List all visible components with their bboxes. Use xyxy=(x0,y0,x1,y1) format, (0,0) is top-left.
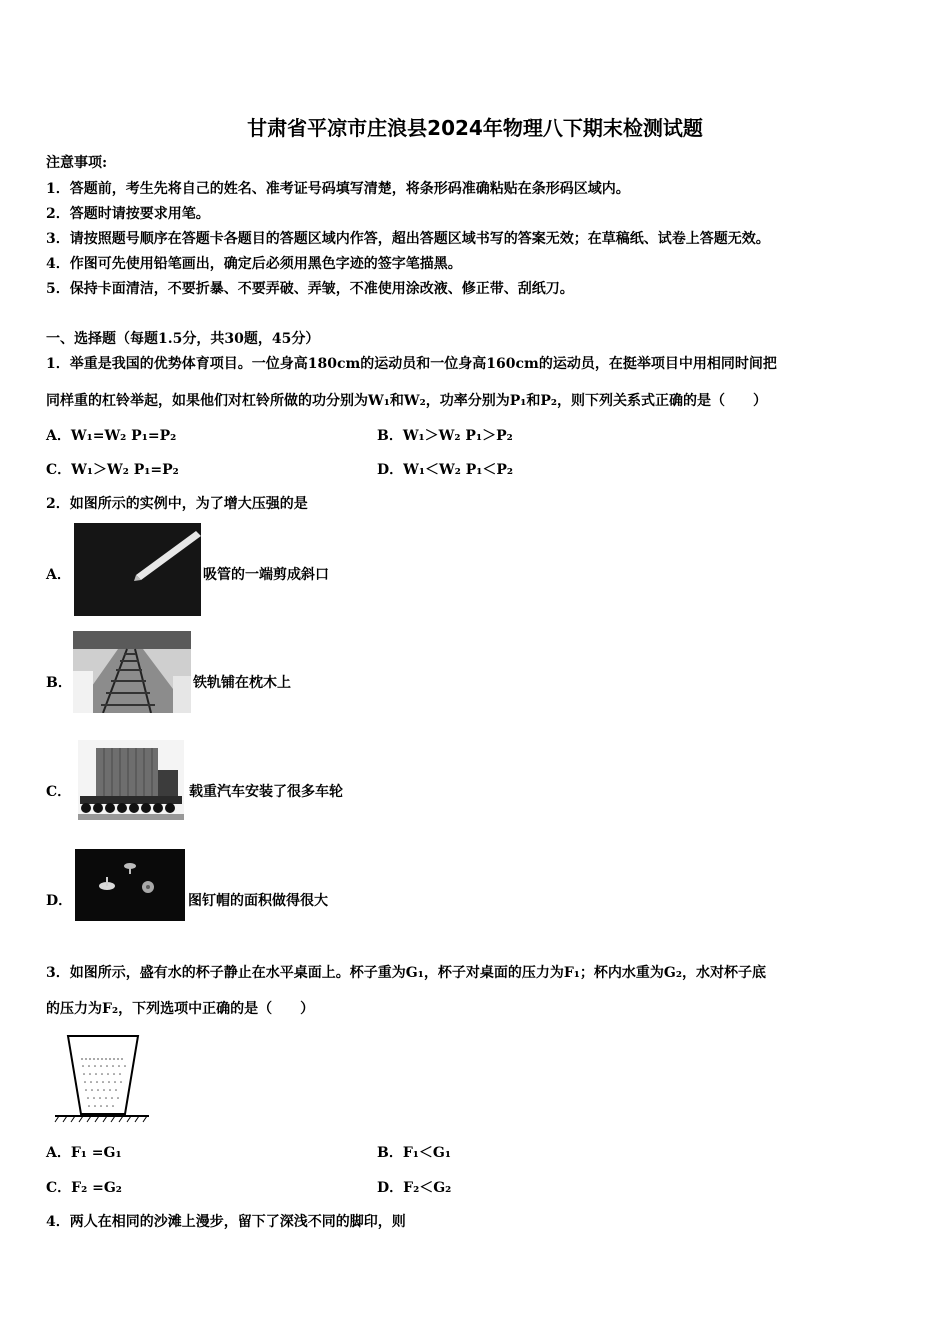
q1-option-c: C．W₁＞W₂ P₁=P₂ xyxy=(46,462,179,478)
q1-option-b: B．W₁＞W₂ P₁＞P₂ xyxy=(377,428,513,444)
q1-line1: 1．举重是我国的优势体育项目。一位身高180cm的运动员和一位身高160cm的运动员，在挺举项目中用相同时间把 xyxy=(46,356,777,372)
q2-stem: 2．如图所示的实例中，为了增大压强的是 xyxy=(46,496,308,512)
notes-item-3: 3．请按照题号顺序在答题卡各题目的答题区域内作答，超出答题区域书写的答案无效；在草稿纸、试卷上答题无效。 xyxy=(46,231,770,247)
q2-option-a-letter: A． xyxy=(46,567,71,583)
heavy-truck-photo xyxy=(78,740,184,820)
q3-option-c: C．F₂ =G₂ xyxy=(46,1180,122,1196)
q1-option-d: D．W₁＜W₂ P₁＜P₂ xyxy=(377,462,514,478)
q2-option-c-letter: C． xyxy=(46,784,72,800)
notes-item-2: 2．答题时请按要求用笔。 xyxy=(46,206,210,222)
q2-option-d-letter: D． xyxy=(46,893,73,909)
q3-option-a: A．F₁ =G₁ xyxy=(46,1145,122,1161)
section-heading: 一、选择题（每题1.5分，共30题，45分） xyxy=(46,331,320,347)
notes-heading: 注意事项: xyxy=(46,155,108,171)
q2-option-d-text: 图钉帽的面积做得很大 xyxy=(188,893,328,909)
q3-option-d: D．F₂＜G₂ xyxy=(377,1180,452,1196)
q1-option-a: A．W₁=W₂ P₁=P₂ xyxy=(46,428,177,444)
q2-option-b-text: 铁轨铺在枕木上 xyxy=(193,675,291,691)
q2-option-c-text: 载重汽车安装了很多车轮 xyxy=(189,784,343,800)
thumbtack-photo xyxy=(75,849,185,921)
q2-option-a-text: 吸管的一端剪成斜口 xyxy=(203,567,329,583)
q1-line2: 同样重的杠铃举起，如果他们对杠铃所做的功分别为W₁和W₂，功率分别为P₁和P₂，则下列关系式正确的是（ ） xyxy=(46,393,768,409)
railway-photo xyxy=(73,631,191,713)
notes-item-5: 5．保持卡面清洁，不要折暴、不要弄破、弄皱，不准使用涂改液、修正带、刮纸刀。 xyxy=(46,281,574,297)
straw-photo xyxy=(74,523,201,616)
page-title: 甘肃省平凉市庄浪县2024年物理八下期末检测试题 xyxy=(247,116,703,140)
q4-stem: 4．两人在相同的沙滩上漫步，留下了深浅不同的脚印，则 xyxy=(46,1214,406,1230)
cup-of-water-diagram xyxy=(53,1032,151,1124)
q3-option-b: B．F₁＜G₁ xyxy=(377,1145,451,1161)
q3-line2: 的压力为F₂，下列选项中正确的是（ ） xyxy=(46,1001,315,1017)
notes-item-1: 1．答题前，考生先将自己的姓名、准考证号码填写清楚，将条形码准确粘贴在条形码区域内。 xyxy=(46,181,630,197)
q3-line1: 3．如图所示，盛有水的杯子静止在水平桌面上。杯子重为G₁，杯子对桌面的压力为F₁；杯内水重为G₂，水对杯子底 xyxy=(46,965,766,981)
q2-option-b-letter: B． xyxy=(46,675,72,691)
notes-item-4: 4．作图可先使用铅笔画出，确定后必须用黑色字迹的签字笔描黑。 xyxy=(46,256,462,272)
